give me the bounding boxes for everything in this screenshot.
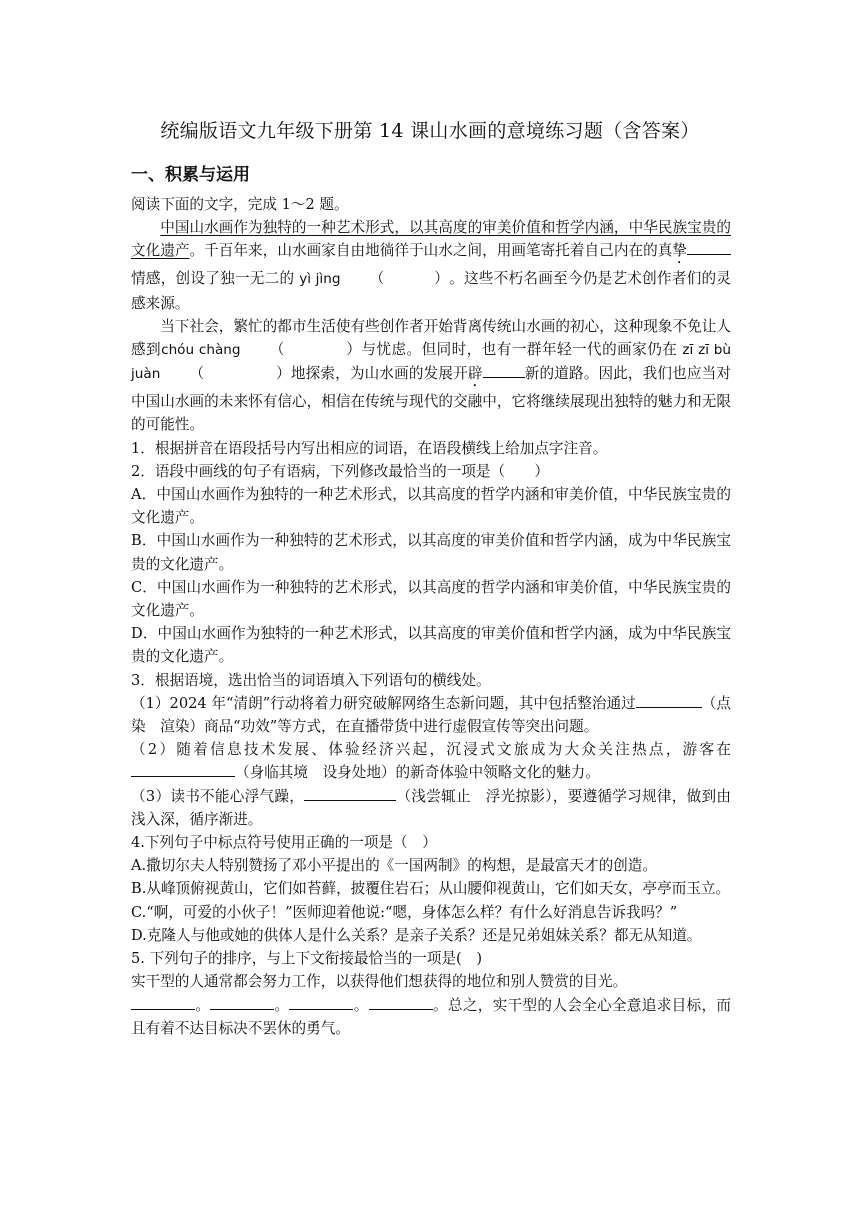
answer-blank[interactable]	[483, 362, 525, 378]
item-text: （2）随着信息技术发展、体验经济兴起，沉浸式文旅成为大众关注热点，游客在	[131, 741, 731, 759]
answer-blank[interactable]	[289, 994, 353, 1010]
document-body	[131, 193, 731, 1040]
passage-text: 新的道路。因此，我们也应当对中国山水画的未来怀有信心，相信在传统与现代的交融中，它将继续展现出独特的魅力和无限的可能性。	[131, 365, 731, 434]
question-4-stem: 4.下列句子中标点符号使用正确的一项是（ ）	[131, 834, 437, 852]
passage-text: 。千百年来，山水画家自由地徜徉于山水之间，用画笔寄托着自己内在的真	[189, 242, 673, 260]
answer-blank[interactable]	[131, 994, 195, 1010]
answer-blank[interactable]	[636, 692, 702, 708]
pinyin-prompt: zī zī bù juàn	[131, 342, 731, 383]
item-text: （身临其境 设身处地）的新奇体验中领略文化的魅力。	[235, 764, 600, 782]
answer-blank[interactable]	[304, 785, 396, 801]
passage-text: 当下社会，繁忙的都市生活使有些创作者开始背离传统山水画的初心，这种现象不免让人感到	[131, 317, 731, 359]
question-2-option-a[interactable]: A．中国山水画作为独特的一种艺术形式，以其高度的哲学内涵和审美价值，中华民族宝贵的文化遗产。	[131, 486, 731, 527]
item-text: 。总之，实干型的人会全心全意追求目标，而且有着不达目标决不罢休的勇气。	[131, 996, 731, 1037]
question-2-option-c[interactable]: C．中国山水画作为一种独特的艺术形式，以其高度的哲学内涵和审美价值，中华民族宝贵的文化遗产。	[131, 578, 731, 620]
pinyin-prompt: yì jìng	[299, 271, 341, 288]
answer-blank[interactable]	[210, 994, 274, 1010]
item-text: （3）读书不能心浮气躁，	[131, 787, 305, 805]
separator: 。	[353, 996, 369, 1014]
separator: 。	[274, 996, 290, 1014]
question-2-option-b[interactable]: B．中国山水画作为一种独特的艺术形式，以其高度的审美价值和哲学内涵，成为中华民族宝贵的文化遗产。	[131, 532, 731, 573]
item-text: （1）2024 年“清朗”行动将着力研究破解网络生态新问题，其中包括整治通过	[131, 694, 636, 712]
answer-blank[interactable]	[687, 239, 731, 255]
item-text: （浅尝辄止 浮光掠影），要遵循学习规律，做到由浅入深，循序渐进。	[131, 787, 731, 828]
question-5-stem: 5. 下列句子的排序，与上下文衔接最恰当的一项是( )	[131, 950, 483, 968]
document-title: 统编版语文九年级下册第 14 课山水画的意境练习题（含答案）	[160, 120, 700, 142]
passage-text: 情感，创设了独一无二的	[131, 270, 295, 288]
separator: 。	[195, 996, 211, 1014]
pinyin-prompt: chóu chàng	[161, 342, 241, 359]
passage-text: 与忧虑。但同时，也有一群年轻一代的画家仍在	[360, 341, 678, 359]
question-2-stem: 2．语段中画线的句子有语病，下列修改最恰当的一项是（ ）	[131, 462, 549, 480]
question-3-item-3	[131, 785, 731, 831]
question-4-option-a[interactable]: A.撒切尔夫人特别赞扬了邓小平提出的《一国两制》的构想，是最富天才的创造。	[131, 857, 657, 875]
answer-blank[interactable]	[131, 761, 235, 777]
question-4-option-c[interactable]: C.“啊，可爱的小伙子！”医师迎着他说:“嗯，身体怎么样？有什么好消息告诉我吗？”	[131, 903, 678, 921]
item-text: （点染 渲染）商品“功效”等方式，在直播带货中进行虚假宣传等突出问题。	[131, 694, 731, 736]
passage-paragraph-1	[131, 216, 731, 315]
question-5-line-2	[131, 994, 731, 1040]
question-4-option-d[interactable]: D.克隆人与他或她的供体人是什么关系？是亲子关系？还是兄弟姐妹关系？都无从知道。	[131, 926, 702, 944]
answer-parentheses[interactable]: （ ）	[369, 270, 449, 288]
answer-parentheses[interactable]: （ ）	[269, 341, 361, 359]
passage-paragraph-2	[131, 315, 731, 437]
intro-line: 阅读下面的文字，完成 1～2 题。	[131, 196, 349, 213]
section-heading: 一、积累与运用	[131, 165, 250, 185]
question-3-item-1	[131, 692, 731, 738]
question-2-option-d[interactable]: D．中国山水画作为独特的一种艺术形式，以其高度的审美价值和哲学内涵，成为中华民族宝贵的文化遗产。	[131, 625, 731, 666]
question-3-item-2	[131, 738, 731, 784]
question-3-stem: 3．根据语境，选出恰当的词语填入下列语句的横线处。	[131, 671, 491, 689]
underlined-sentence: 中国山水画作为独特的一种艺术形式，以其高度的审美价值和哲学内涵，中华民族宝贵的文化遗产	[131, 219, 731, 260]
dotted-char: 挚	[672, 242, 687, 260]
answer-parentheses[interactable]: （ ）	[189, 365, 291, 383]
answer-blank[interactable]	[369, 994, 433, 1010]
question-4-option-b[interactable]: B.从峰顶俯视黄山，它们如苔藓，披覆住岩石；从山腰仰视黄山，它们如天女，亭亭而玉立。	[131, 880, 731, 898]
passage-text: 地探索，为山水画的发展开	[290, 365, 468, 383]
dotted-char: 辟	[467, 365, 483, 383]
question-1: 1．根据拼音在语段括号内写出相应的词语，在语段横线上给加点字注音。	[131, 439, 608, 457]
passage-text: 。这些不朽名画至今仍是艺术创作者们的灵感来源。	[131, 270, 731, 312]
question-5-line-1: 实干型的人通常都会努力工作，以获得他们想获得的地位和别人赞赏的目光。	[131, 973, 628, 991]
